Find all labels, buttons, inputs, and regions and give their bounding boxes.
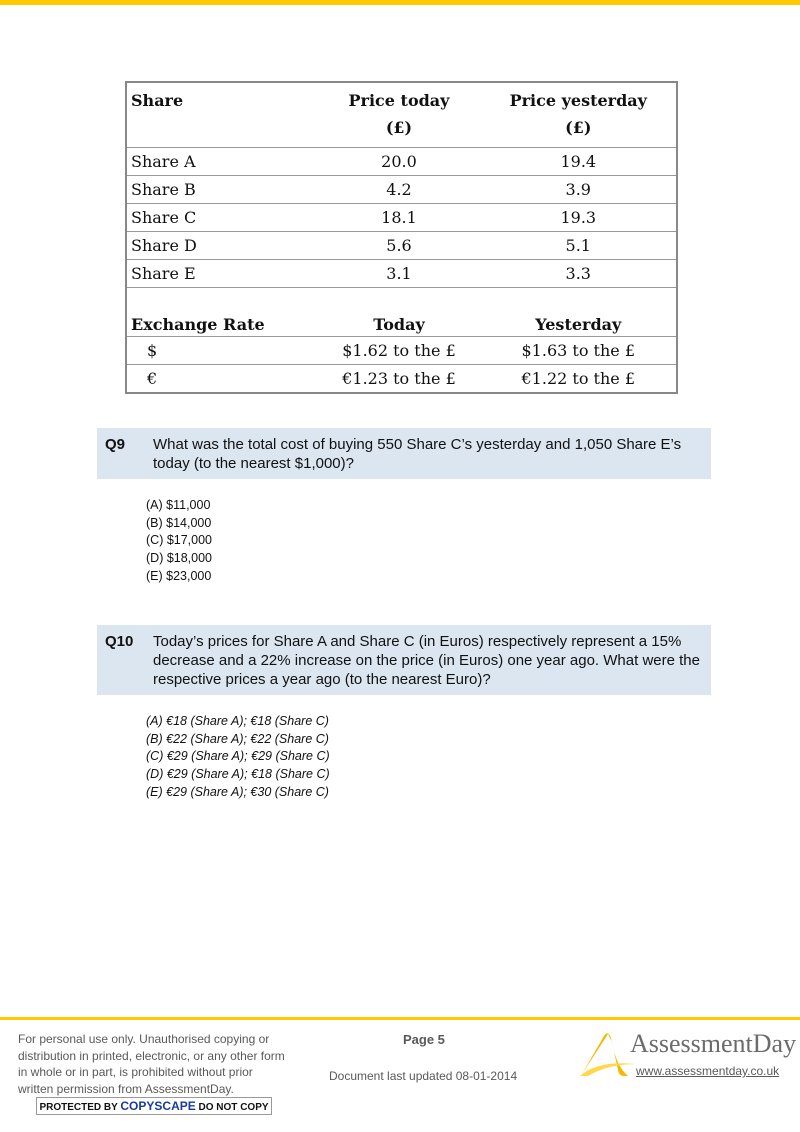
copyscape-badge[interactable]: PROTECTED BY COPYSCAPE DO NOT COPY (36, 1097, 272, 1115)
q10-options (146, 713, 330, 802)
top-accent-bar (0, 0, 800, 5)
q9-options (146, 497, 212, 586)
answer-option: (C) $17,000 (146, 533, 213, 548)
brand-name: AssessmentDay (630, 1029, 797, 1058)
copyright-notice: For personal use only. Unauthorised copying or distribution in printed, electronic, or any other form in whole or in part, is prohibited without prior written permission from AssessmentDay. (18, 1032, 285, 1096)
header-price-today: Price today (£) (317, 82, 480, 148)
answer-option: (B) $14,000 (146, 515, 212, 530)
spacer-row (126, 288, 677, 313)
website-link[interactable]: www.assessmentday.co.uk (636, 1064, 780, 1078)
answer-option: (C) €29 (Share A); €29 (Share C) (146, 749, 330, 764)
question-q9 (97, 428, 711, 479)
table-row: Share C 18.1 19.3 (126, 204, 677, 232)
share-price-table (125, 81, 678, 394)
exchange-header-row: Exchange Rate Today Yesterday (126, 312, 677, 337)
exchange-row-eur: € €1.23 to the £ €1.22 to the £ (147, 369, 636, 388)
assessmentday-logo-icon (578, 1030, 638, 1078)
answer-option: (A) €18 (Share A); €18 (Share C) (146, 714, 329, 728)
header-price-yesterday: Price yesterday (£) (481, 82, 677, 148)
question-text: Today’s prices for Share A and Share C (in Euros) respectively represent a 15% decrease and a 22% increase on the price (in Euros) one year ago. What were the respective prices a year ago (to the nearest Euro)? (153, 633, 700, 688)
question-number: Q9 (105, 436, 126, 453)
answer-option: (D) $18,000 (146, 551, 213, 566)
question-q10 (97, 625, 711, 695)
question-text: What was the total cost of buying 550 Share C’s yesterday and 1,050 Share E’s today (to the nearest $1,000)? (153, 436, 682, 472)
page-number: Page 5 (403, 1032, 445, 1047)
footer-divider (0, 1017, 800, 1020)
question-number: Q10 (105, 633, 134, 650)
last-updated: Document last updated 08-01-2014 (329, 1069, 518, 1083)
answer-option: (E) $23,000 (146, 568, 212, 583)
table-row: Share D 5.6 5.1 (126, 232, 677, 260)
answer-option: (E) €29 (Share A); €30 (Share C) (146, 784, 329, 799)
table-row: Share E 3.1 3.3 (126, 260, 677, 288)
exchange-row-usd: $ $1.62 to the £ $1.63 to the £ (126, 337, 677, 365)
header-share: Share (126, 82, 317, 148)
answer-option: (D) €29 (Share A); €18 (Share C) (146, 767, 330, 782)
answer-option: (B) €22 (Share A); €22 (Share C) (146, 731, 329, 746)
answer-option: (A) $11,000 (146, 498, 211, 512)
table-row: Share B 4.2 3.9 (126, 176, 677, 204)
table-row: Share A 20.0 19.4 (126, 148, 677, 176)
